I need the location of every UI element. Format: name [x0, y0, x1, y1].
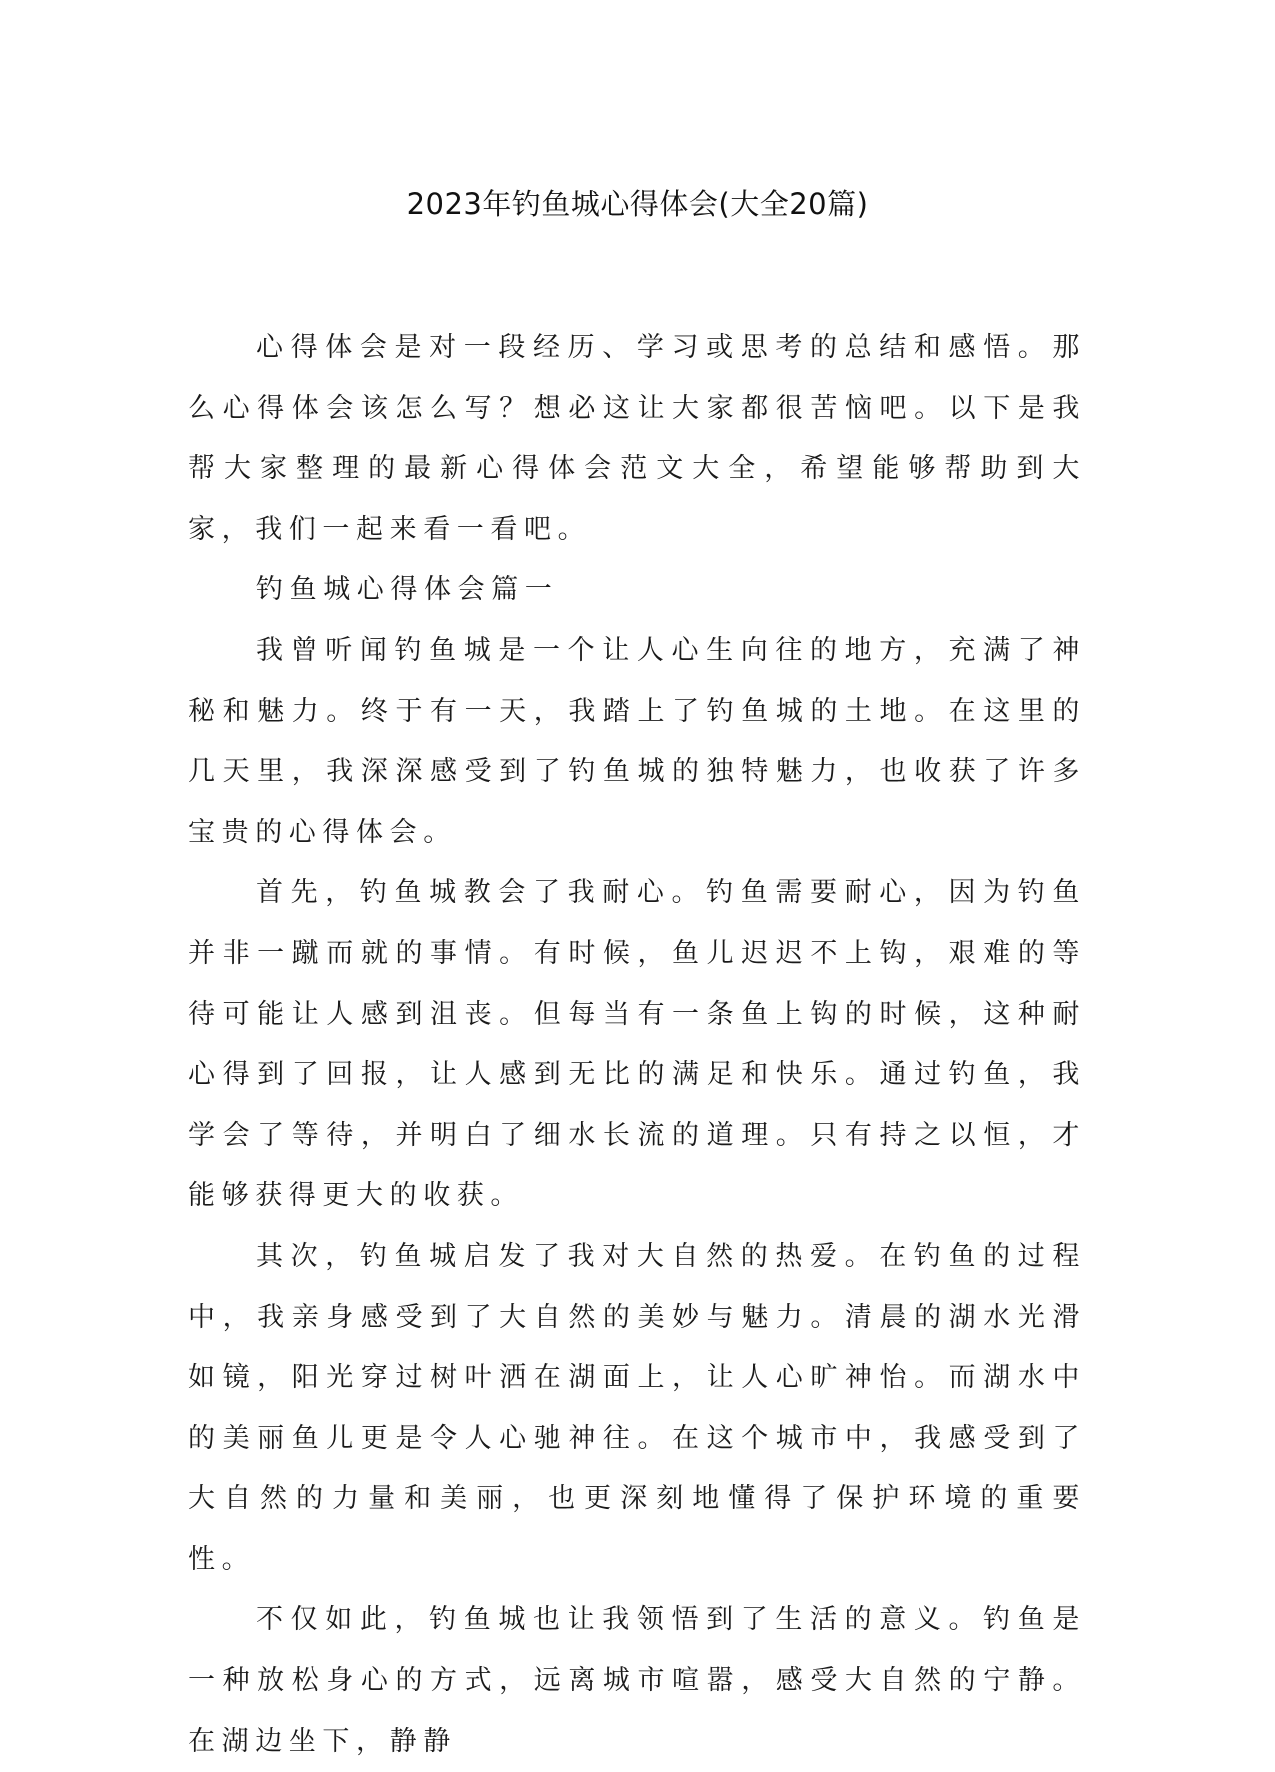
intro-paragraph: 心得体会是对一段经历、学习或思考的总结和感悟。那么心得体会该怎么写？想必这让大家都很苦恼吧。以下是我帮大家整理的最新心得体会范文大全，希望能够帮助到大家，我们一起来看一看吧。	[188, 332, 1086, 545]
document-body	[188, 318, 1086, 1772]
body-paragraph: 首先，钓鱼城教会了我耐心。钓鱼需要耐心，因为钓鱼并非一蹴而就的事情。有时候，鱼儿迟迟不上钩，艰难的等待可能让人感到沮丧。但每当有一条鱼上钩的时候，这种耐心得到了回报，让人感到无比的满足和快乐。通过钓鱼，我学会了等待，并明白了细水长流的道理。只有持之以恒，才能够获得更大的收获。	[188, 877, 1086, 1212]
section-heading: 钓鱼城心得体会篇一	[256, 574, 559, 606]
body-paragraph: 不仅如此，钓鱼城也让我领悟到了生活的意义。钓鱼是一种放松身心的方式，远离城市喧嚣，感受大自然的宁静。在湖边坐下，静静	[188, 1604, 1086, 1757]
document-title: 2023年钓鱼城心得体会(大全20篇)	[406, 187, 869, 221]
body-paragraph: 其次，钓鱼城启发了我对大自然的热爱。在钓鱼的过程中，我亲身感受到了大自然的美妙与魅力。清晨的湖水光滑如镜，阳光穿过树叶洒在湖面上，让人心旷神怡。而湖水中的美丽鱼儿更是令人心驰神往。在这个城市中，我感受到了大自然的力量和美丽，也更深刻地懂得了保护环境的重要性。	[188, 1240, 1086, 1575]
body-paragraph: 我曾听闻钓鱼城是一个让人心生向往的地方，充满了神秘和魅力。终于有一天，我踏上了钓鱼城的土地。在这里的几天里，我深深感受到了钓鱼城的独特魅力，也收获了许多宝贵的心得体会。	[188, 634, 1086, 848]
